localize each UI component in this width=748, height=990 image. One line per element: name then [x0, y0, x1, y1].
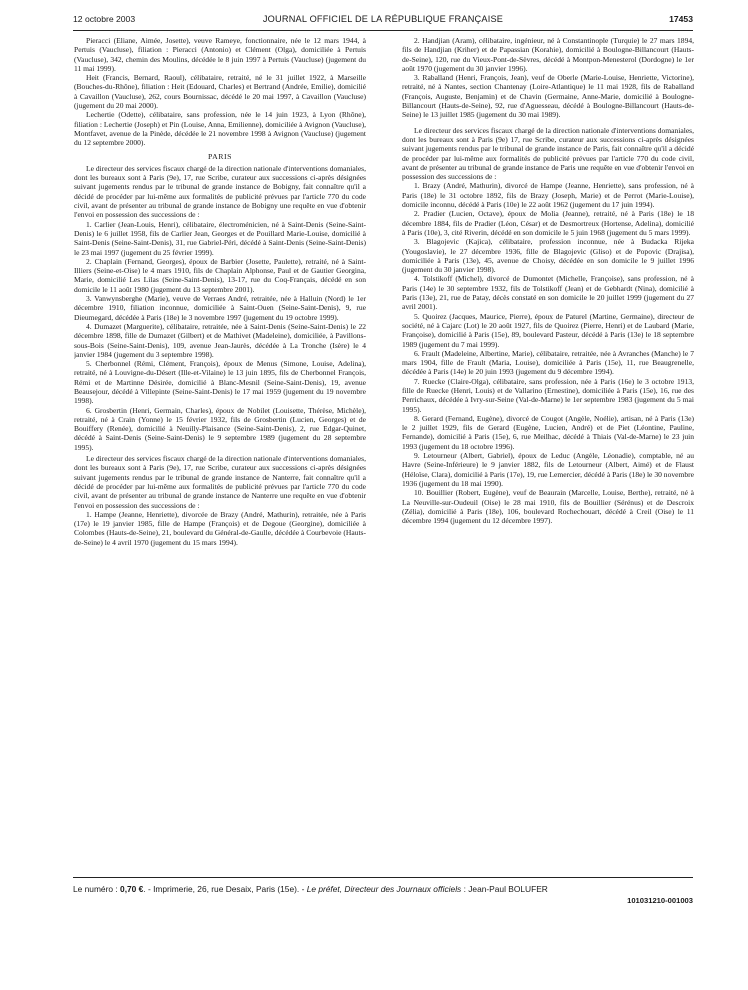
right-column: [402, 36, 694, 868]
succession-entry: 4. Dumazet (Marguerite), célibataire, retraitée, née à Saint-Denis (Seine-Saint-Denis) le 22 décembre 1898, fille de Dumazet (Gilbert) et de Mathivet (Madeleine), domiciliée, à Pavillons-sous-Bois (Seine-Saint-Denis), 109, avenue Jean-Jaurès, décédée à La Tronche (Isère) le 4 janvier 1984 (jugement du 3 septembre 1998).: [74, 321, 366, 359]
footer-director: Le préfet, Directeur des Journaux officiels: [306, 884, 462, 894]
succession-entry: 6. Frault (Madeleine, Albertine, Marie), célibataire, retraitée, née à Avranches (Manche) le 7 mars 1904, fille de Frault (Maria, Louise), domiciliée à Paris (15e), 11, rue Beaugrenelle, décédée à Paris (14e) le 20 juin 1993 (jugement du 9 décembre 1994).: [402, 348, 694, 377]
succession-entry: 8. Gerard (Fernand, Eugène), divorcé de Cougot (Angèle, Noélie), artisan, né à Paris (13e) le 2 juillet 1929, fils de Gerard (Eugène, Lucien, André) et de Piet (Léontine, Pauline, Fernande), domicilié à Paris (15e), 6, rue Meilhac, décédé à Thiais (Val-de-Marne) le 23 juin 1993 (jugement du 18 octobre 1996).: [402, 413, 694, 451]
page-number: 17453: [669, 14, 693, 24]
succession-entry: 2. Handjian (Aram), célibataire, ingénieur, né à Constantinople (Turquie) le 27 mars 1894, fils de Handjian (Kriher) et de Papassian (Korahie), domicilié à Boulogne-Billancourt (Hauts-de-Seine), 120, rue du Vieux-Pont-de-Sèvres, décédé à Montpon-Menesterol (Dordogne) le 1er août 1970 (jugement du 30 janvier 1996).: [402, 36, 694, 73]
succession-entry: 3. Raballand (Henri, François, Jean), veuf de Oberle (Marie-Louise, Henriette, Victorine), retraité, né à Nantes, section Chantenay (Loire-Atlantique) le 11 mai 1928, fils de Raballand (François, Auguste, Benjamin) et de Chavin (Germaine, Anne-Marie, domicilié à Boulogne-Billancourt (Hauts-de-Seine), 92, rue d'Aguesseau, décédé à Boulogne-Billancourt (Hauts-de-Seine) le 13 juillet 1985 (jugement du 30 mai 1989).: [402, 73, 694, 120]
left-column: [74, 36, 366, 868]
intro-paragraph: Le directeur des services fiscaux chargé de la direction nationale d'interventions domaniales, dont les bureaux sont à Paris (9e), 17, rue Scribe, curateur aux successions ci-après désignées suivant jugements rendus par le tribunal de grande instance de Bobigny, fait connaître qu'il a décidé de procéder par lui-même aux formalités de publicité prévues par l'article 770 du code civil, avant de présenter au tribunal de grande instance de Bobigny une requête en vue d'obtenir l'envoi en possession des successions de :: [74, 163, 366, 220]
succession-entry: 3. Vanwynsberghe (Marie), veuve de Verraes André, retraitée, née à Halluin (Nord) le 1er décembre 1910, filiation inconnue, domiciliée à Saint-Ouen (Seine-Saint-Denis), 9, rue Dieumegard, décédée à Paris (18e) le 3 novembre 1997 (jugement du 19 octobre 1999).: [74, 294, 366, 322]
succession-entry: 1. Hampe (Jeanne, Henriette), divorcée de Brazy (André, Mathurin), retraitée, née à Paris (17e) le 19 janvier 1985, fille de Hampe (François) et de Degoue (Georgine), domiciliée à Colombes (Hauts-de-Seine), 21, boulevard du Général-de-Gaulle, décédée à Courbevoie (Hauts-de-Seine) le 4 avril 1970 (jugement du 15 mars 1994).: [74, 509, 366, 547]
succession-entry: Lechertie (Odette), célibataire, sans profession, née le 14 juin 1923, à Lyon (Rhône), filiation : Lechertie (Joseph) et Pin (Louise, Anna, Emilienne), domiciliée à Avignon (Vaucluse), Montfavet, avenue de la Pinède, décédée le 21 novembre 1998 à Avignon (Vaucluse) (jugement du 12 septembre 2000).: [74, 110, 366, 148]
succession-entry: 9. Letourneur (Albert, Gabriel), époux de Leduc (Angèle, Léonadie), comptable, né au Havre (Seine-Inférieure) le 9 janvier 1882, fils de Letourneur (Albert, Aimé) et de Flaust (Héloïse, Clara), domicilié à Paris (17e), 19, rue Lemercier, décédé à Paris (18e) le 30 novembre 1936 (jugement du 18 mai 1990).: [402, 451, 694, 488]
footer-line: [73, 884, 693, 894]
succession-entry: 7. Ruecke (Claire-Olga), célibataire, sans profession, née à Paris (16e) le 3 octobre 1913, fille de Ruecke (Henri, Louis) et de Vallarino (Ernestine), domiciliée à Paris (15e), 16, rue des Perrichaux, décédée à Ivry-sur-Seine (Val-de-Marne) le 1er septembre 1983 (jugement du 5 mai 1995).: [402, 376, 694, 414]
succession-entry: Heit (Francis, Bernard, Raoul), célibataire, retraité, né le 31 juillet 1922, à Marseille (Bouches-du-Rhône), filiation : Heit (Edouard, Charles) et Bertrand (Andrée, Emilie), domicilié à Cavaillon (Vaucluse), 262, cours Bournissac, décédé le 20 mai 1997, à Cavaillon (Vaucluse) (jugement du 20 mai 2000).: [74, 73, 366, 111]
succession-entry: 6. Grosbertin (Henri, Germain, Charles), époux de Nobilet (Louisette, Thérèse, Michèle), retraité, né à Crain (Yonne) le 15 février 1932, fils de Grosbertin (Lucien, Georges) et de Bouiffery (Renée), domicilié à Neuilly-Plaisance (Seine-Saint-Denis), 2, rue Edgar-Quinet, décédé à Saint-Denis (Seine-Saint-Denis) le 9 septembre 1989 (jugement du 28 septembre 1995).: [74, 405, 366, 452]
footer-printer: . - Imprimerie, 26, rue Desaix, Paris (15e). -: [143, 884, 307, 894]
succession-entry: 3. Blagojevic (Kajica), célibataire, profession inconnue, née à Budacka Rijeka (Yougoslavie), le 27 décembre 1936, fille de Blagojevic (Gliso) et de Popovic (Drajisa), domiciliée à Paris (13e), 45, avenue de Choisy, décédée en son domicile le 9 juillet 1996 (jugement du 30 janvier 1998).: [402, 237, 694, 275]
succession-entry: 1. Brazy (André, Mathurin), divorcé de Hampe (Jeanne, Henriette), sans profession, né à Paris (18e) le 31 octobre 1892, fils de Brazy (Joseph, Marie) et de Perrot (Marie-Louise), domicile inconnu, décédé à Paris (10e) le 22 août 1962 (jugement du 17 juin 1994).: [402, 181, 694, 210]
succession-entry: Pieracci (Eliane, Aimée, Josette), veuve Rameye, fonctionnaire, née le 12 mars 1944, à Pertuis (Vaucluse), filiation : Pieracci (Antonio) et Clément (Olga), domiciliée à Pertuis (Vaucluse), 342, chemin des Moulins, décédée le 8 juin 1997 à Pertuis (Vaucluse) (jugement du 11 mai 1999).: [74, 36, 366, 73]
section-heading: PARIS: [208, 151, 232, 161]
succession-entry: 10. Bouillier (Robert, Eugène), veuf de Beaurain (Marcelle, Louise, Berthe), retraité, né à La Neuville-sur-Oudeuil (Oise) le 28 mai 1910, fils de Bouillier (Sérénus) et de Descroix (Zélia), domicilié à Paris (18e), 106, boulevard Rochechouart, décédé à Creil (Oise) le 11 décembre 1994 (jugement du 12 décembre 1997).: [402, 488, 694, 526]
succession-entry: 5. Quoirez (Jacques, Maurice, Pierre), époux de Paturel (Martine, Germaine), directeur de société, né à Cajarc (Lot) le 20 août 1927, fils de Quoirez (Pierre, Henri) et de Laubard (Marie, Françoise), domicilié à Paris (15e), 89, boulevard Pasteur, décédé à Paris (13e) le 18 septembre 1989 (jugement du 7 mai 1999).: [402, 311, 694, 349]
issue-date: 12 octobre 2003: [73, 14, 136, 24]
succession-entry: 4. Tolstikoff (Michel), divorcé de Dumontet (Michelle, Françoise), sans profession, né à Paris (14e) le 30 septembre 1932, fils de Tolstikoff (Jean) et de Gebhardt (Nina), domicilié à Paris (13e), 21, rue de Patay, décès constaté en son domicile le 20 juillet 1999 (jugement du 27 avril 2001).: [402, 274, 694, 312]
succession-entry: 1. Carlier (Jean-Louis, Henri), célibataire, électroménicien, né à Saint-Denis (Seine-Saint-Denis) le 6 juillet 1958, fils de Carlier Jean, Georges et de Pouillard Marie-Louise, domicilié à Saint-Denis (Seine-Saint-Denis), 31, rue Gabriel-Péri, décédé à Saint-Denis (Seine-Saint-Denis) le 23 mai 1997 (jugement du 25 février 1999).: [74, 219, 366, 257]
footer-director-name: : Jean-Paul BOLUFER: [461, 884, 548, 894]
intro-paragraph: Le directeur des services fiscaux chargé de la direction nationale d'interventions domaniales, dont les bureaux sont à Paris (9e), 17, rue Scribe, curateur aux successions ci-après désignées suivant jugements rendus par le tribunal de grande instance de Nanterre, fait connaître qu'il a décidé de procéder par lui-même aux formalités de publicité prévues par l'article 770 du code civil, avant de présenter au tribunal de grande instance de Nanterre une requête en vue d'obtenir l'envoi en possession des successions de :: [74, 454, 366, 510]
succession-entry: 2. Chaplain (Fernand, Georges), époux de Barbier (Josette, Paulette), retraité, né à Saint-Illiers (Seine-et-Oise) le 4 mars 1910, fils de Chaplain Alphonse, Paul et de Gautier Georgina, Marie, domicilié Les Lilas (Seine-Saint-Denis), 13-17, rue du Coq-Français, décédé en son domicile le 11 août 1980 (jugement du 13 septembre 2001).: [74, 256, 366, 294]
paragraph-spacer: [402, 120, 694, 124]
footer-price: 0,70 €: [120, 884, 144, 894]
journal-title: JOURNAL OFFICIEL DE LA RÉPUBLIQUE FRANÇAISE: [262, 14, 504, 24]
footer-code: 101031210-001003: [627, 896, 693, 905]
succession-entry: 5. Cherbonnel (Rémi, Clément, François), époux de Menus (Simone, Louise, Adelina), retraité, né à Louvigne-du-Désert (Ille-et-Vilaine) le 13 juin 1895, fils de Cherbonnel François, Rémi et de Martinne Désirée, domicilié à Blanc-Mesnil (Seine-Saint-Denis), 19, avenue Beausejour, décédé à Villepinte (Seine-Saint-Denis) le 17 mai 1959 (jugement du 19 novembre 1998).: [74, 359, 366, 406]
header-rule: [73, 30, 693, 31]
page-header: [73, 14, 693, 28]
succession-entry: 2. Pradier (Lucien, Octave), époux de Molia (Jeanne), retraité, né à Paris (18e) le 18 décembre 1884, fils de Pradier (Léon, César) et de Desmortreux (Hortense, Adelina), domicilié à Paris (10e), 3, cité Riverin, décédé en son domicile le 5 juin 1968 (jugement du 5 mars 1999).: [402, 209, 694, 237]
footer-prefix: Le numéro :: [73, 884, 121, 894]
footer-rule: [73, 877, 693, 878]
intro-paragraph: Le directeur des services fiscaux chargé de la direction nationale d'interventions domaniales, dont les bureaux sont à Paris (9e) 17, rue Scribe, curateur aux successions ci-après désignées suivant jugements rendus par le tribunal de grande instance de Paris, fait connaître qu'il a décidé de procéder par lui-même aux formalités de publicité prévues par l'article 770 du code civil, avant de présenter au tribunal de grande instance de Paris une requête en vue d'obtenir l'envoi en possession des successions de :: [402, 125, 694, 182]
